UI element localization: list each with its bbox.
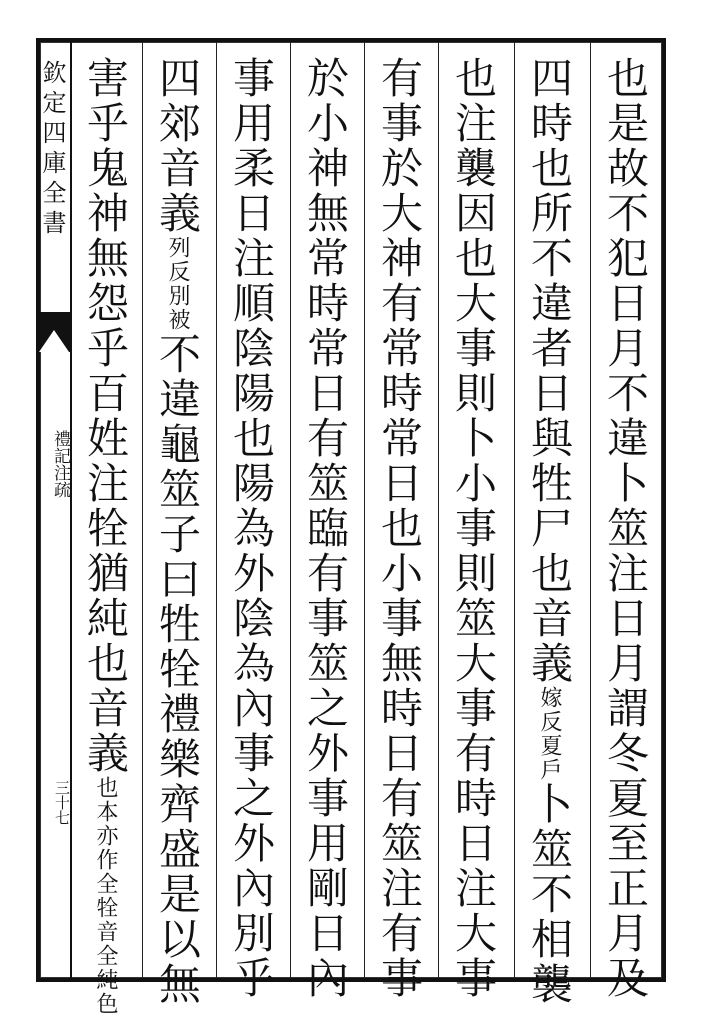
interlinear-note — [537, 686, 562, 782]
interlinear-note — [93, 776, 118, 1016]
note-right: 夏戶 — [537, 734, 562, 782]
column-text: 也注襲因也大事則卜小事則筮大事有時日注大事 — [449, 56, 498, 1001]
column-text-continued: 卜筮不相襲 — [525, 782, 574, 1007]
interlinear-note — [165, 236, 190, 332]
column-text: 於小神無常時常日有筮臨有事筮之外事用剛日內 — [301, 56, 350, 1001]
column-text: 四郊音義 — [153, 56, 202, 236]
text-column-5 — [298, 56, 352, 1001]
column-divider — [438, 42, 439, 978]
column-text: 也是故不犯日月不違卜筮注日月謂冬夏至正月及 — [601, 56, 650, 1001]
note-left: 嫁反 — [537, 686, 562, 734]
column-divider — [590, 42, 591, 978]
column-text: 害乎鬼神無怨乎百姓注牷猶純也音義 — [81, 56, 130, 776]
column-text-continued: 不違龜筮子曰牲牷禮樂齊盛是以無 — [153, 332, 202, 1007]
column-divider — [216, 42, 217, 978]
note-left: 列反 — [165, 236, 190, 284]
column-divider — [514, 42, 515, 978]
text-column-3 — [446, 56, 500, 1001]
column-text: 有事於大神有常時常日也小事無時日有筮注有事 — [375, 56, 424, 1001]
column-divider — [290, 42, 291, 978]
column-text: 事用柔日注順陰陽也陽為外陰為內事之外內別乎 — [227, 56, 276, 1001]
column-text: 四時也所不違者日與牲尸也音義 — [525, 56, 574, 686]
note-right: 牷音全純色 — [93, 896, 118, 1016]
text-column-6 — [224, 56, 278, 1001]
text-column-7 — [150, 56, 204, 1007]
fishtail-mark-icon — [36, 312, 72, 352]
text-column-4 — [372, 56, 426, 1001]
book-name: 禮記注疏 — [50, 430, 70, 498]
column-divider — [364, 42, 365, 978]
note-right: 別被 — [165, 284, 190, 332]
text-column-1 — [598, 56, 652, 1001]
page-number: 三十七 — [53, 780, 71, 825]
text-column-8 — [78, 56, 132, 1016]
text-column-2 — [522, 56, 576, 1007]
column-divider — [142, 42, 143, 978]
margin-title: 欽定四庫全書 — [38, 60, 66, 240]
note-left: 也本亦作全 — [93, 776, 118, 896]
